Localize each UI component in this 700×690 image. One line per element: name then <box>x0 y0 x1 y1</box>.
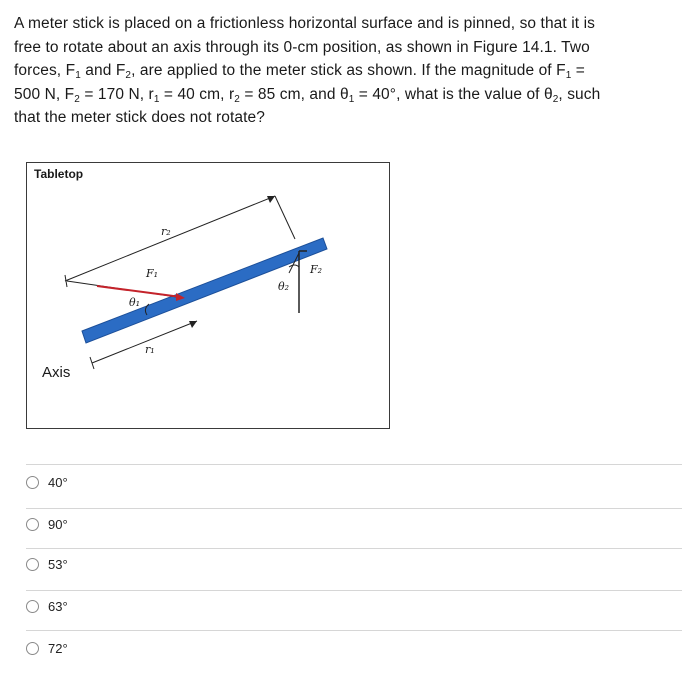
radio-button[interactable] <box>26 518 39 531</box>
question-line-3: forces, $F_1$ and $F_2$, are applied to the meter stick as shown. If the magnitude of $F_1$ = <box>14 62 585 81</box>
option-label: 63° <box>48 598 68 614</box>
radio-button[interactable] <box>26 476 39 489</box>
radio-button[interactable] <box>26 642 39 655</box>
figure-title: Tabletop <box>34 167 84 181</box>
r1-tick-left <box>90 357 94 369</box>
theta2-arc <box>289 265 299 267</box>
option-label: 53° <box>48 556 68 572</box>
figure-14-1 <box>26 162 390 429</box>
divider <box>26 630 682 631</box>
option-label: 72° <box>48 640 68 656</box>
answer-option-2[interactable] <box>26 509 326 539</box>
divider <box>26 464 682 465</box>
label-f1: F₁ <box>146 267 159 280</box>
option-label: 90° <box>48 516 68 532</box>
question-line-4: 500 N, $F_2 = 170$ N, $r_1 = 40$ cm, $r_2 = 85$ cm, and $\theta_1 = 40^\circ$, what is the value of $\theta_2$, such <box>14 85 601 105</box>
r1-arrowhead <box>189 321 197 328</box>
answer-option-3[interactable] <box>26 549 326 579</box>
question-text <box>14 12 694 130</box>
question-line-2: free to rotate about an axis through its 0-cm position, as shown in Figure 14.1. Two <box>14 38 590 56</box>
label-r2: r₂ <box>161 225 171 238</box>
question-line-5: that the meter stick does not rotate? <box>14 109 265 126</box>
answer-option-1[interactable] <box>26 467 326 497</box>
label-theta2: θ₂ <box>278 280 290 293</box>
label-f2: F₂ <box>310 263 323 276</box>
label-r1: r₁ <box>145 343 155 356</box>
question-line-1: A meter stick is placed on a frictionless horizontal surface and is pinned, so that it is <box>14 15 595 32</box>
answer-option-4[interactable] <box>26 591 326 621</box>
radio-button[interactable] <box>26 600 39 613</box>
axis-label: Axis <box>42 364 71 381</box>
r2-arrowhead <box>267 196 275 203</box>
label-theta1: θ₁ <box>129 296 141 309</box>
radio-button[interactable] <box>26 558 39 571</box>
meter-stick <box>82 238 327 343</box>
option-label: 40° <box>48 474 68 490</box>
answer-option-5[interactable] <box>26 633 326 663</box>
r2-extension-line <box>275 196 295 239</box>
figure-drawing <box>27 163 389 428</box>
